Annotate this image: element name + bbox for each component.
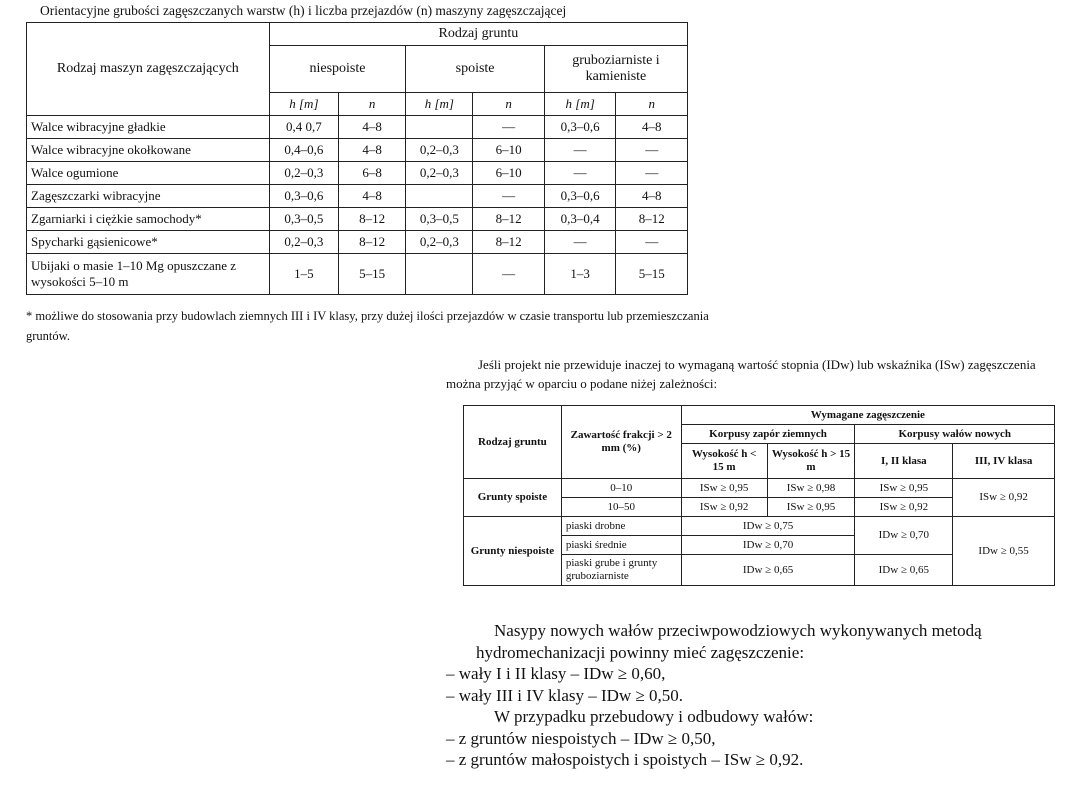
header-machine-type: Rodzaj maszyn zagęszczających	[27, 23, 270, 116]
value-cell: IDw ≥ 0,55	[953, 517, 1055, 586]
machine-name: Zagęszczarki wibracyjne	[27, 185, 270, 208]
value-cell: 0,4 0,7	[269, 116, 338, 139]
table-row	[27, 139, 688, 162]
value-cell: 8–12	[473, 231, 545, 254]
para-line: hydromechanizacji powinny mieć zagęszczenie:	[476, 642, 805, 662]
value-cell: IDw ≥ 0,65	[681, 555, 855, 586]
value-cell: 8–12	[616, 208, 688, 231]
value-cell	[406, 254, 473, 295]
machine-name: Spycharki gąsienicowe*	[27, 231, 270, 254]
value-cell: 0,2–0,3	[406, 231, 473, 254]
value-cell: 0,3–0,6	[269, 185, 338, 208]
machine-name: Walce ogumione	[27, 162, 270, 185]
machine-name: Ubijaki o masie 1–10 Mg opuszczane z wysokości 5–10 m	[27, 254, 270, 295]
value-cell: IDw ≥ 0,70	[855, 517, 953, 555]
para-line: W przypadku przebudowy i odbudowy wałów:	[494, 707, 814, 726]
fraction-cell: piaski średnie	[561, 536, 681, 555]
fraction-cell: piaski grube i grunty gruboziarniste	[561, 555, 681, 586]
row-cohesive-label: Grunty spoiste	[464, 479, 562, 517]
intro-paragraph: Jeśli projekt nie przewiduje inaczej to wymaganą wartość stopnia (IDw) lub wskaźnika (ISw) zagęszczenia można przyjąć w oparciu o podane niżej zależności:	[446, 357, 1036, 391]
value-cell: 0,2–0,3	[406, 162, 473, 185]
value-cell: 8–12	[473, 208, 545, 231]
sub-h: h [m]	[544, 93, 616, 116]
row-noncohesive-label: Grunty niespoiste	[464, 517, 562, 586]
value-cell: —	[616, 231, 688, 254]
header-fraction: Zawartość frakcji > 2 mm (%)	[561, 406, 681, 479]
value-cell: 0,2–0,3	[269, 162, 338, 185]
value-cell	[406, 116, 473, 139]
value-cell: 0,4–0,6	[269, 139, 338, 162]
value-cell: 4–8	[616, 116, 688, 139]
para-line: – z gruntów niespoistych – IDw ≥ 0,50,	[446, 728, 716, 748]
value-cell: 5–15	[339, 254, 406, 295]
machine-name: Walce wibracyjne gładkie	[27, 116, 270, 139]
value-cell: —	[544, 162, 616, 185]
value-cell: 6–10	[473, 139, 545, 162]
value-cell: —	[616, 162, 688, 185]
value-cell: IDw ≥ 0,75	[681, 517, 855, 536]
header-dams: Korpusy zapór ziemnych	[681, 425, 855, 444]
value-cell: 5–15	[616, 254, 688, 295]
value-cell: 0,3–0,4	[544, 208, 616, 231]
value-cell: —	[544, 139, 616, 162]
header-height-gt15: Wysokość h > 15 m	[767, 444, 855, 479]
header-soil-type: Rodzaj gruntu	[269, 23, 687, 46]
value-cell: ISw ≥ 0,92	[953, 479, 1055, 517]
value-cell: ISw ≥ 0,95	[767, 498, 855, 517]
value-cell: 8–12	[339, 208, 406, 231]
requirements-paragraph	[446, 620, 1066, 771]
header-soil: Rodzaj gruntu	[464, 406, 562, 479]
header-group-noncohesive: niespoiste	[269, 46, 406, 93]
value-cell: 4–8	[339, 139, 406, 162]
value-cell: —	[473, 254, 545, 295]
value-cell: —	[473, 185, 545, 208]
sub-n: n	[339, 93, 406, 116]
header-group-cohesive: spoiste	[406, 46, 545, 93]
value-cell: ISw ≥ 0,98	[767, 479, 855, 498]
table1-caption: Orientacyjne grubości zagęszczanych warstw (h) i liczba przejazdów (n) maszyny zagęszczającej	[40, 3, 567, 18]
para-line: – wały I i II klasy – IDw ≥ 0,60,	[446, 664, 666, 683]
fraction-cell: 0–10	[561, 479, 681, 498]
value-cell: IDw ≥ 0,65	[855, 555, 953, 586]
header-group-coarse: gruboziarniste i kamieniste	[544, 46, 687, 93]
value-cell: 6–10	[473, 162, 545, 185]
value-cell: 1–3	[544, 254, 616, 295]
value-cell: —	[473, 116, 545, 139]
required-compaction-table	[463, 405, 1055, 586]
value-cell: 0,2–0,3	[269, 231, 338, 254]
value-cell: IDw ≥ 0,70	[681, 536, 855, 555]
sub-n: n	[473, 93, 545, 116]
header-levees: Korpusy wałów nowych	[855, 425, 1055, 444]
value-cell: ISw ≥ 0,92	[855, 498, 953, 517]
para-line: Nasypy nowych wałów przeciwpowodziowych wykonywanych metodą	[494, 621, 982, 640]
sub-n: n	[616, 93, 688, 116]
header-required: Wymagane zagęszczenie	[681, 406, 1054, 425]
machine-name: Zgarniarki i ciężkie samochody*	[27, 208, 270, 231]
value-cell: 6–8	[339, 162, 406, 185]
table1-footnote: * możliwe do stosowania przy budowlach ziemnych III i IV klasy, przy dużej ilości przejazdów w czasie transportu lub przemieszczania gruntów.	[26, 309, 709, 343]
value-cell: ISw ≥ 0,95	[681, 479, 767, 498]
header-class-1-2: I, II klasa	[855, 444, 953, 479]
fraction-cell: 10–50	[561, 498, 681, 517]
sub-h: h [m]	[406, 93, 473, 116]
value-cell: —	[544, 231, 616, 254]
value-cell: 4–8	[339, 116, 406, 139]
value-cell: 0,3–0,6	[544, 185, 616, 208]
value-cell: 4–8	[616, 185, 688, 208]
header-class-3-4: III, IV klasa	[953, 444, 1055, 479]
table-row	[27, 162, 688, 185]
header-height-lt15: Wysokość h < 15 m	[681, 444, 767, 479]
table-row	[27, 231, 688, 254]
value-cell: 0,3–0,5	[406, 208, 473, 231]
value-cell: 4–8	[339, 185, 406, 208]
para-line: – z gruntów małospoistych i spoistych – ISw ≥ 0,92.	[446, 750, 804, 769]
value-cell: 0,3–0,5	[269, 208, 338, 231]
sub-h: h [m]	[269, 93, 338, 116]
value-cell: 0,2–0,3	[406, 139, 473, 162]
value-cell: 1–5	[269, 254, 338, 295]
table-row	[27, 254, 688, 295]
value-cell: 0,3–0,6	[544, 116, 616, 139]
value-cell: —	[616, 139, 688, 162]
table-row	[27, 116, 688, 139]
value-cell: 8–12	[339, 231, 406, 254]
table-row	[27, 185, 688, 208]
machine-name: Walce wibracyjne okołkowane	[27, 139, 270, 162]
value-cell: ISw ≥ 0,92	[681, 498, 767, 517]
table-row	[27, 208, 688, 231]
fraction-cell: piaski drobne	[561, 517, 681, 536]
para-line: – wały III i IV klasy – IDw ≥ 0,50.	[446, 685, 684, 705]
compaction-table	[26, 22, 688, 295]
value-cell	[406, 185, 473, 208]
value-cell: ISw ≥ 0,95	[855, 479, 953, 498]
